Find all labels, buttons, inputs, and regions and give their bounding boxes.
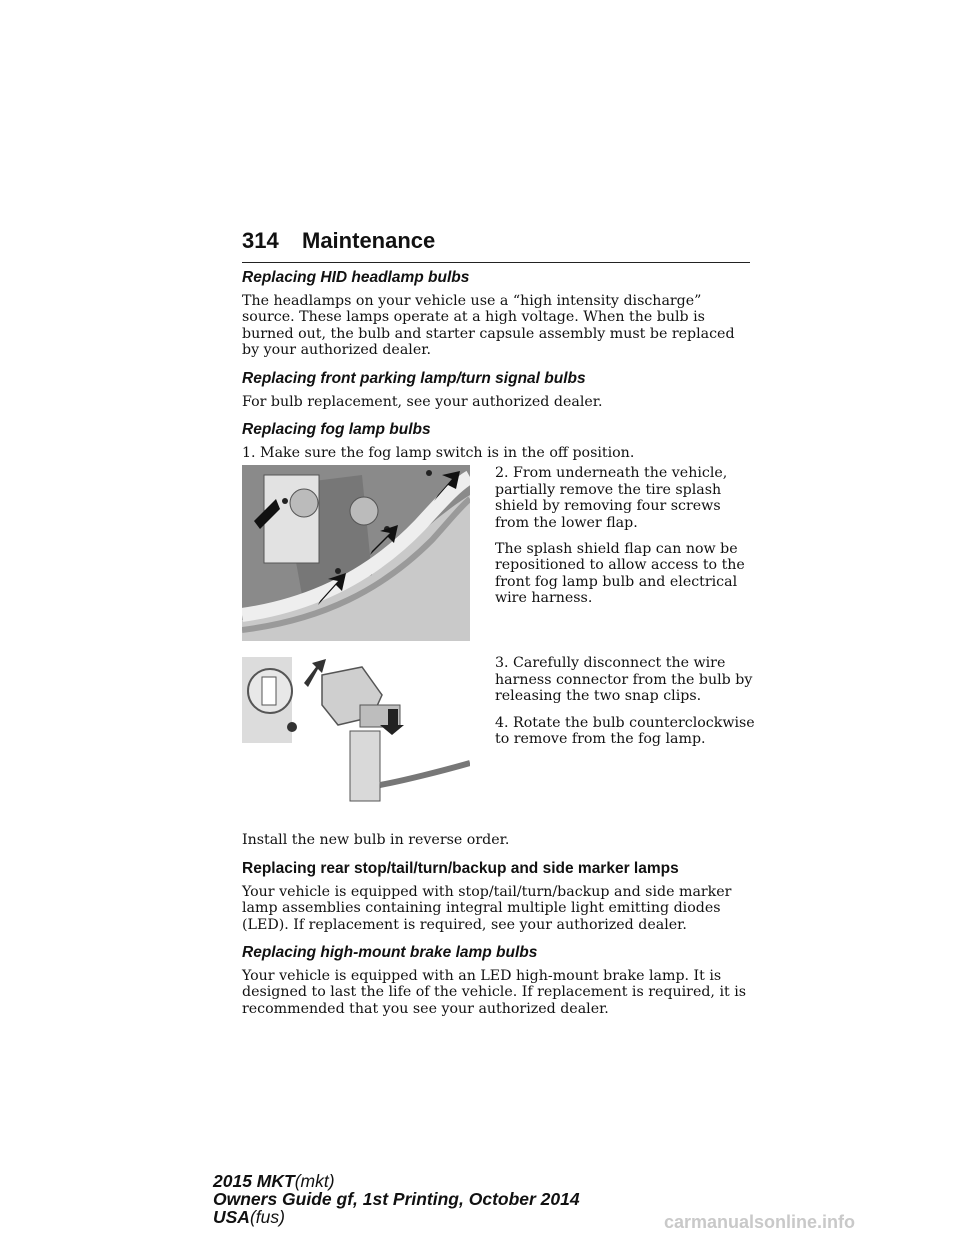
rear-body: Your vehicle is equipped with stop/tail/turn/backup and side marker lamp assemblies containing integral multiple light emitting diodes (LED). If replacement is required, see your authorized dealer.: [242, 883, 732, 933]
section-title: Maintenance: [302, 228, 436, 253]
hid-heading: Replacing HID headlamp bulbs: [242, 269, 470, 286]
footer-model: 2015 MKT: [213, 1171, 295, 1191]
page-header: [242, 228, 750, 263]
print-footer: [213, 1172, 580, 1226]
page-content: [242, 268, 754, 1027]
footer-model-code: (mkt): [294, 1171, 335, 1191]
fog-steps-2-text: [495, 465, 757, 616]
fog-step-2b: The splash shield flap can now be repositioned to allow access to the front fog lamp bulb and electrical wire harness.: [495, 541, 745, 607]
parking-heading: Replacing front parking lamp/turn signal bulbs: [242, 369, 586, 387]
fog-install: Install the new bulb in reverse order.: [242, 832, 510, 849]
fog-step-1: 1. Make sure the fog lamp switch is in the off position.: [242, 445, 635, 462]
page-number: 314: [242, 228, 279, 253]
splash-shield-illustration: [242, 465, 470, 641]
parking-body: For bulb replacement, see your authorized dealer.: [242, 393, 603, 410]
footer-guide: Owners Guide gf, 1st Printing, October 2014: [213, 1189, 580, 1209]
fog-heading: Replacing fog lamp bulbs: [242, 421, 431, 439]
bulb-connector-illustration: [242, 655, 470, 815]
fog-step-2: 2. From underneath the vehicle, partially remove the tire splash shield by removing four screws from the lower flap.: [495, 465, 728, 531]
hid-body: The headlamps on your vehicle use a “high intensity discharge” source. These lamps operate at a high voltage. When the bulb is burned out, the bulb and starter capsule assembly must be replaced by your authorized dealer.: [242, 293, 735, 359]
footer-market-code: (fus): [249, 1207, 285, 1227]
splash-shield-figure-row: [242, 465, 754, 641]
highmount-heading: Replacing high-mount brake lamp bulbs: [242, 944, 538, 962]
rear-heading: Replacing rear stop/tail/turn/backup and side marker lamps: [242, 859, 679, 877]
highmount-body: Your vehicle is equipped with an LED high-mount brake lamp. It is designed to last the life of the vehicle. If replacement is required, it is recommended that you see your authorized dealer.: [242, 968, 747, 1017]
fog-step-4: 4. Rotate the bulb counterclockwise to remove from the fog lamp.: [495, 714, 755, 748]
fog-steps-3-text: [495, 655, 757, 757]
footer-market: USA: [213, 1207, 250, 1227]
fog-step-3: 3. Carefully disconnect the wire harness connector from the bulb by releasing the two snap clips.: [495, 655, 753, 705]
bulb-connector-figure-row: [242, 655, 754, 820]
watermark: carmanualsonline.info: [664, 1212, 856, 1232]
